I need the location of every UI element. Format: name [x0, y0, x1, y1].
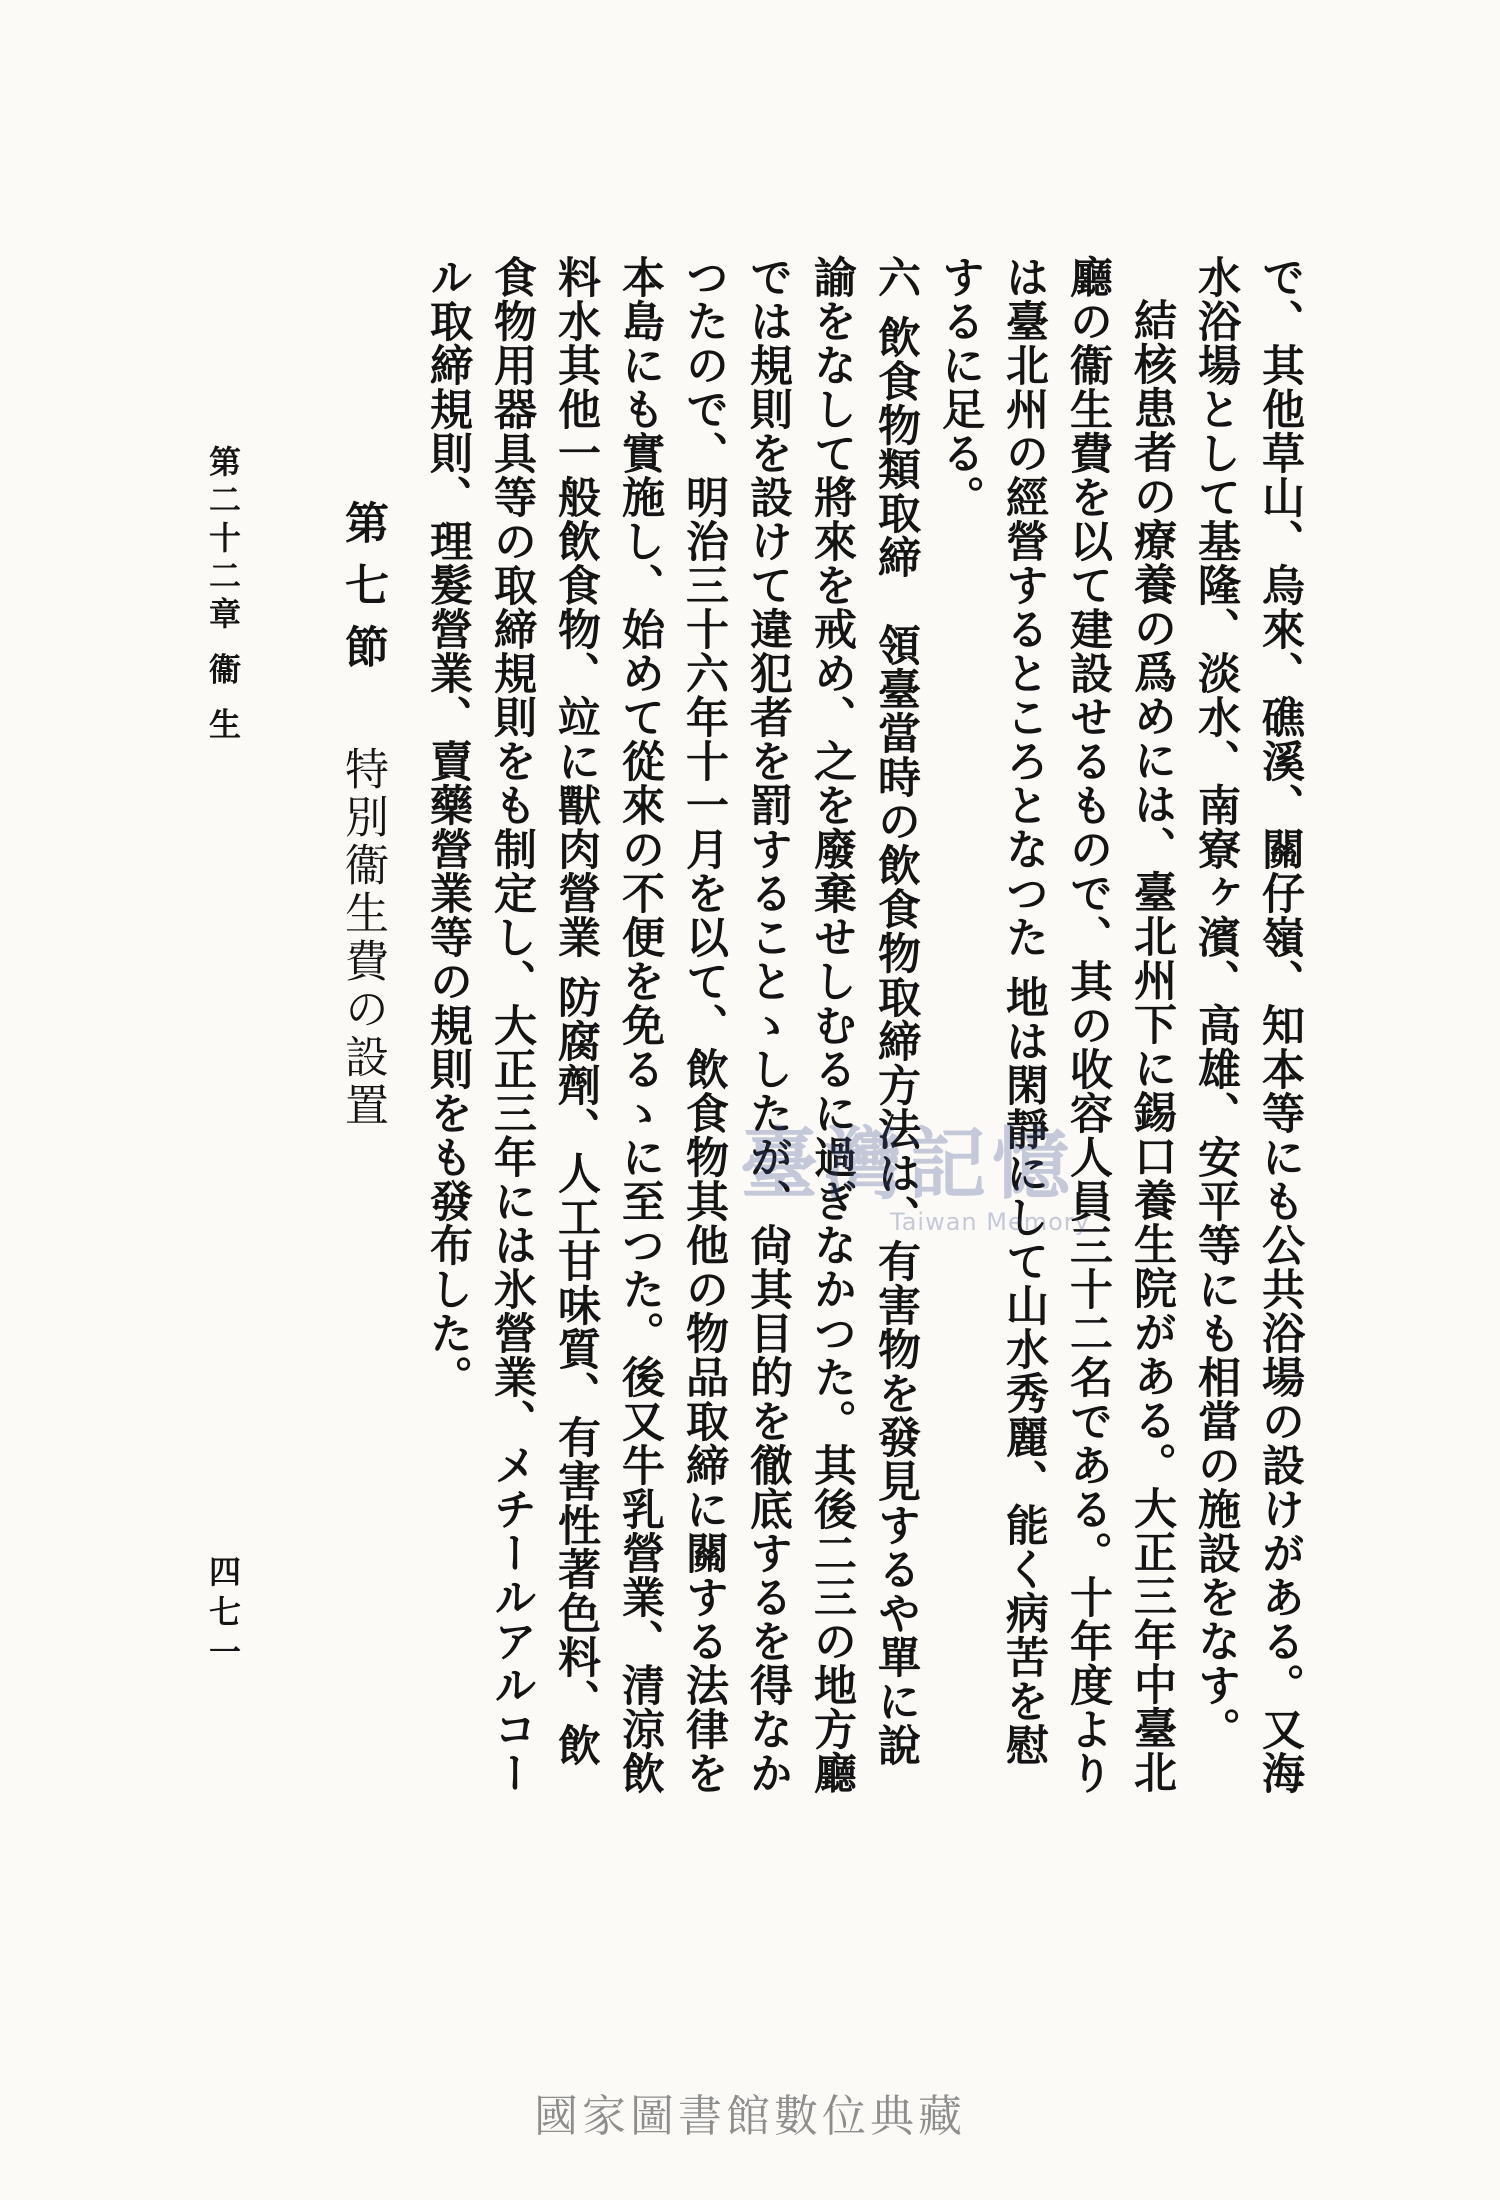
section-number: 第七節: [337, 500, 388, 686]
body-text: [416, 255, 1312, 1805]
section-title: 特別衞生費の設置: [337, 746, 388, 1130]
watermark-seal-text: 臺灣記憶: [740, 1119, 1077, 1210]
paragraph-food-control-text: 領臺當時の飲食物取締方法は、有害物を發見するや單に說諭をなして將來を戒め、之を廢棄せしむるに過ぎなかつた。其後二三の地方廳では規則を設けて違犯者を罰することゝしたが、尙其目的を徹底するを得なかつたので、明治三十六年十一月を以て、飲食物其他の物品取締に關する法律を本島にも實施し、始めて從來の不便を免るゝに至つた。後又牛乳營業、清涼飲料水其他一般飲食物、竝に獸肉營業 防腐劑、人工甘味質、有害性著色料、飲食物用器具等の取締規則をも制定し、大正三年には氷營業、メチールアルコール取締規則、理髮營業、賣藥營業等の規則をも發布した。: [423, 255, 921, 1795]
watermark-english-text: Taiwan Memory: [890, 1208, 1090, 1236]
paragraph-food-control: [416, 255, 928, 1805]
watermark: [740, 1120, 1200, 1260]
chapter-header: 第二十二章 衞 生: [204, 445, 242, 746]
paragraph-tuberculosis: 結核患者の療養の爲めには、臺北州下に錫口養生院がある。大正三年中臺北廳の衞生費を以て建設せるもので、其の收容人員三十二名である。十年度よりは臺北州の經營するところとなつた 地は閑靜にして山水秀麗、能く病苦を慰するに足る。: [935, 255, 1177, 1795]
section-heading: [330, 500, 394, 1130]
paragraph-public-baths: で、其他草山、烏來、礁溪、關仔嶺、知本等にも公共浴場の設けがある。又海水浴場として基隆、淡水、南寮ヶ濱、高雄、安平等にも相當の施設をなす。: [1191, 255, 1305, 1795]
page-number: 四七一: [204, 1555, 242, 1675]
subsection-heading: 六 飲食物類取締: [871, 255, 921, 579]
library-footer: 國家圖書館數位典藏: [534, 2091, 966, 2142]
